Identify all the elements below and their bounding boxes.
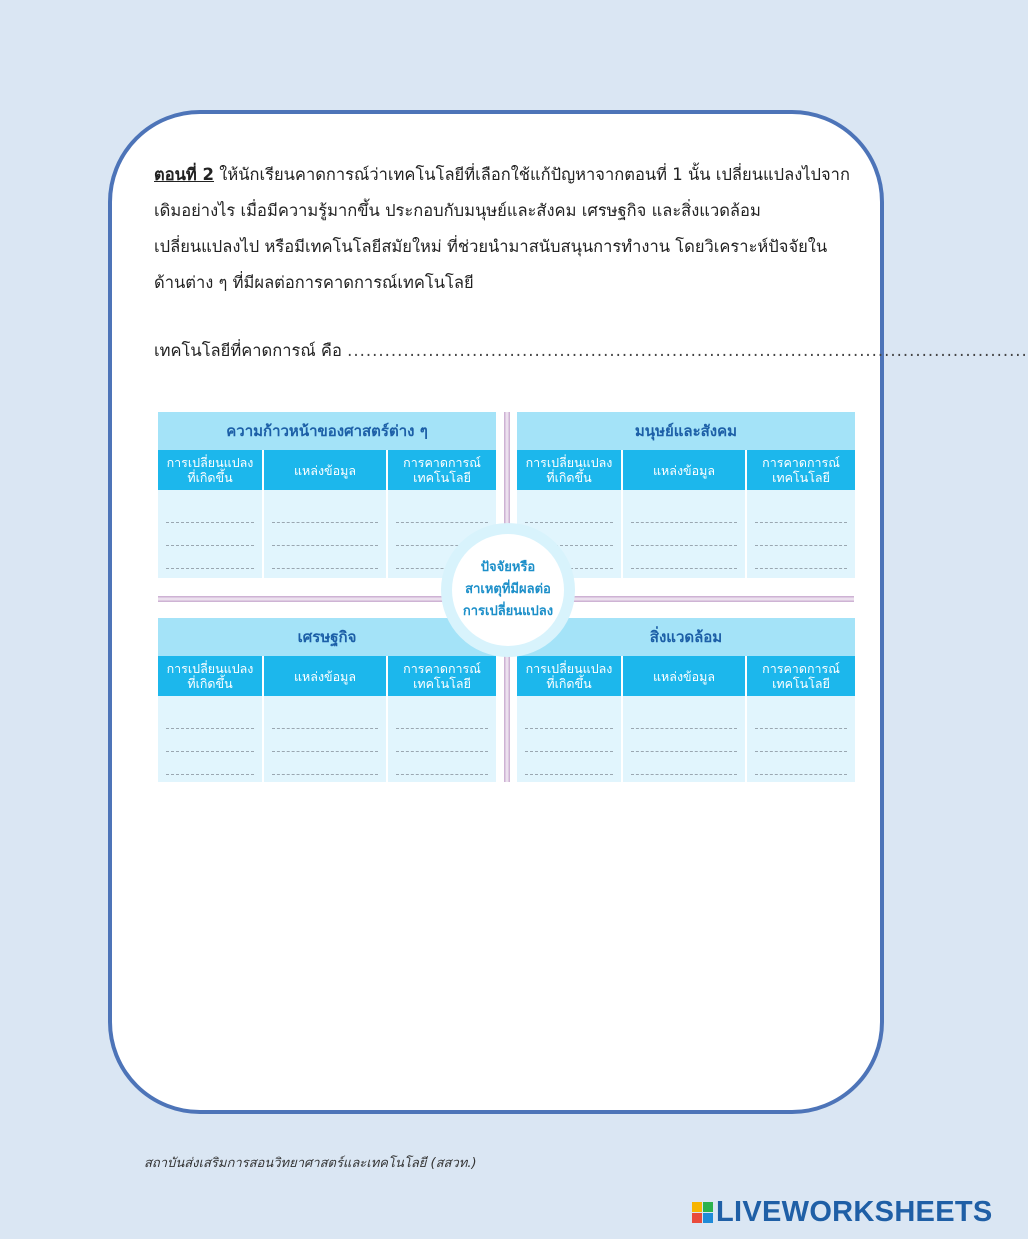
col-change: การเปลี่ยนแปลง ที่เกิดขึ้น [158, 450, 264, 490]
logo-icon [692, 1202, 713, 1223]
instructions-lead: ตอนที่ 2 [154, 165, 215, 184]
quadrant-title: มนุษย์และสังคม [517, 412, 855, 450]
quadrant-title: เศรษฐกิจ [158, 618, 496, 656]
quadrant-header [517, 450, 855, 490]
source-credit: สถาบันส่งเสริมการสอนวิทยาศาสตร์และเทคโนโลยี (สสวท.) [144, 1156, 477, 1171]
answer-forecast[interactable] [747, 490, 855, 578]
quadrant-human-society [517, 412, 855, 578]
answer-source[interactable] [264, 696, 388, 782]
col-forecast: การคาดการณ์ เทคโนโลยี [762, 661, 840, 691]
quadrant-answer-area[interactable] [517, 696, 855, 782]
quadrant-answer-area[interactable] [158, 696, 496, 782]
logo-text: LIVEWORKSHEETS [716, 1196, 993, 1228]
center-factor-circle [441, 523, 575, 657]
answer-forecast[interactable] [747, 696, 855, 782]
instructions-line-1: ตอนที่ 2 ให้นักเรียนคาดการณ์ว่าเทคโนโลยีที่เลือกใช้แก้ปัญหาจากตอนที่ 1 นั้น เปลี่ยนแปลงไปจาก [154, 165, 850, 184]
predicted-technology-field[interactable] [154, 337, 1028, 365]
answer-change[interactable] [158, 490, 264, 578]
answer-source[interactable] [264, 490, 388, 578]
predicted-technology-dots: ............................................................................................................. [347, 341, 1028, 360]
col-forecast: การคาดการณ์ เทคโนโลยี [403, 661, 481, 691]
answer-forecast[interactable] [388, 696, 496, 782]
answer-source[interactable] [623, 696, 747, 782]
col-source: แหล่งข้อมูล [264, 656, 388, 696]
quadrant-header [158, 450, 496, 490]
col-change: การเปลี่ยนแปลง ที่เกิดขึ้น [517, 656, 623, 696]
instructions-line-3: เปลี่ยนแปลงไป หรือมีเทคโนโลยีสมัยใหม่ ที่ช่วยนำมาสนับสนุนการทำงาน โดยวิเคราะห์ปัจจัยใน [154, 237, 828, 256]
answer-change[interactable] [517, 696, 623, 782]
quadrant-header [158, 656, 496, 696]
quadrant-title: สิ่งแวดล้อม [517, 618, 855, 656]
col-change: การเปลี่ยนแปลง ที่เกิดขึ้น [158, 656, 264, 696]
col-source: แหล่งข้อมูล [623, 656, 747, 696]
quadrant-title: ความก้าวหน้าของศาสตร์ต่าง ๆ [158, 412, 496, 450]
col-forecast: การคาดการณ์ เทคโนโลยี [762, 455, 840, 485]
col-source: แหล่งข้อมูล [264, 450, 388, 490]
instructions-paragraph [154, 157, 874, 301]
instructions-line-4: ด้านต่าง ๆ ที่มีผลต่อการคาดการณ์เทคโนโลยี [154, 273, 474, 292]
col-change: การเปลี่ยนแปลง ที่เกิดขึ้น [517, 450, 623, 490]
quadrant-environment [517, 618, 855, 782]
instructions-line-2: เดิมอย่างไร เมื่อมีความรู้มากขึ้น ประกอบกับมนุษย์และสังคม เศรษฐกิจ และสิ่งแวดล้อม [154, 201, 761, 220]
answer-change[interactable] [158, 696, 264, 782]
liveworksheets-logo [692, 1196, 993, 1229]
quadrant-header [517, 656, 855, 696]
col-source: แหล่งข้อมูล [623, 450, 747, 490]
col-forecast: การคาดการณ์ เทคโนโลยี [403, 455, 481, 485]
center-factor-label: ปัจจัยหรือ สาเหตุที่มีผลต่อ การเปลี่ยนแปลง [452, 534, 564, 646]
quadrant-economy [158, 618, 496, 782]
predicted-technology-label: เทคโนโลยีที่คาดการณ์ คือ [154, 341, 342, 360]
answer-source[interactable] [623, 490, 747, 578]
quadrant-science-progress [158, 412, 496, 578]
